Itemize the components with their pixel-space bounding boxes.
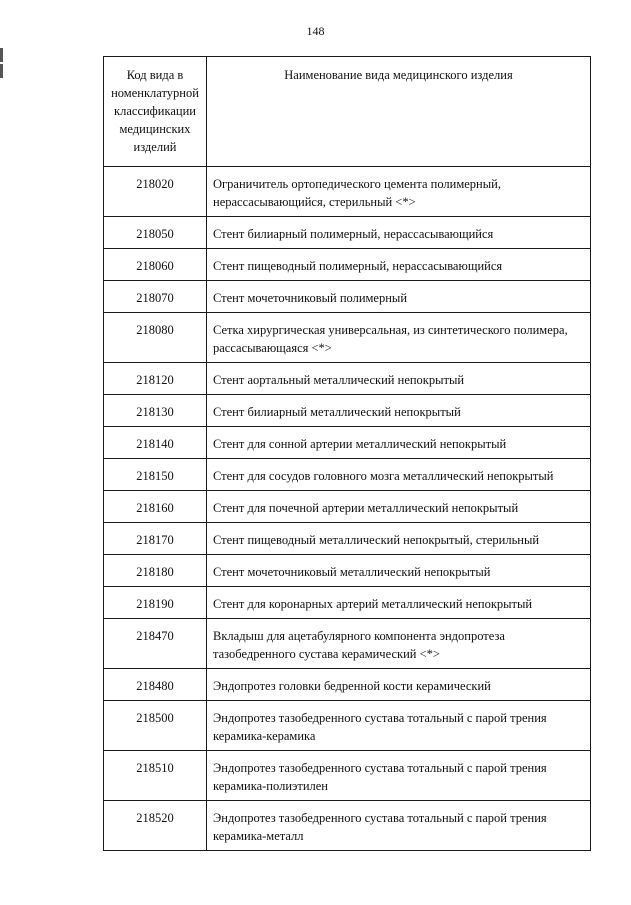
device-name: Стент пищеводный металлический непокрытый, стерильный <box>207 523 591 555</box>
device-name: Стент билиарный полимерный, нерассасывающийся <box>207 217 591 249</box>
device-name: Эндопротез тазобедренного сустава тотальный с парой трения керамика-полиэтилен <box>207 751 591 801</box>
device-code: 218510 <box>104 751 207 801</box>
scan-edge-mark <box>0 48 3 62</box>
name-column-header: Наименование вида медицинского изделия <box>207 57 591 167</box>
device-name: Вкладыш для ацетабулярного компонента эндопротеза тазобедренного сустава керамический <*> <box>207 619 591 669</box>
table-row <box>104 555 591 587</box>
device-name: Стент пищеводный полимерный, нерассасывающийся <box>207 249 591 281</box>
table-row <box>104 669 591 701</box>
table-row <box>104 619 591 669</box>
device-name: Стент для сосудов головного мозга металлический непокрытый <box>207 459 591 491</box>
device-name: Стент для сонной артерии металлический непокрытый <box>207 427 591 459</box>
device-code: 218480 <box>104 669 207 701</box>
device-code: 218520 <box>104 801 207 851</box>
device-name: Стент аортальный металлический непокрытый <box>207 363 591 395</box>
table-row <box>104 801 591 851</box>
table-row <box>104 217 591 249</box>
table-row <box>104 313 591 363</box>
device-code: 218130 <box>104 395 207 427</box>
device-code: 218500 <box>104 701 207 751</box>
device-name: Стент мочеточниковый полимерный <box>207 281 591 313</box>
device-code: 218180 <box>104 555 207 587</box>
device-code: 218050 <box>104 217 207 249</box>
device-code: 218150 <box>104 459 207 491</box>
table-row <box>104 395 591 427</box>
device-code: 218120 <box>104 363 207 395</box>
device-name: Сетка хирургическая универсальная, из синтетического полимера, рассасывающаяся <*> <box>207 313 591 363</box>
device-code: 218170 <box>104 523 207 555</box>
device-name: Эндопротез тазобедренного сустава тотальный с парой трения керамика-керамика <box>207 701 591 751</box>
device-code: 218140 <box>104 427 207 459</box>
device-code: 218080 <box>104 313 207 363</box>
table-row <box>104 701 591 751</box>
table-row <box>104 363 591 395</box>
table-header-row <box>104 57 591 167</box>
page-number: 148 <box>306 24 325 38</box>
table-row <box>104 523 591 555</box>
table-row <box>104 281 591 313</box>
device-code: 218070 <box>104 281 207 313</box>
table-row <box>104 249 591 281</box>
medical-device-table <box>103 56 591 851</box>
device-name: Стент для коронарных артерий металлический непокрытый <box>207 587 591 619</box>
device-code: 218160 <box>104 491 207 523</box>
device-name: Эндопротез головки бедренной кости керамический <box>207 669 591 701</box>
table-row <box>104 491 591 523</box>
device-name: Стент для почечной артерии металлический непокрытый <box>207 491 591 523</box>
table-row <box>104 459 591 491</box>
device-name: Эндопротез тазобедренного сустава тотальный с парой трения керамика-металл <box>207 801 591 851</box>
device-name: Ограничитель ортопедического цемента полимерный, нерассасывающийся, стерильный <*> <box>207 167 591 217</box>
table-row <box>104 167 591 217</box>
device-name: Стент мочеточниковый металлический непокрытый <box>207 555 591 587</box>
scan-edge-mark <box>0 64 3 78</box>
device-name: Стент билиарный металлический непокрытый <box>207 395 591 427</box>
device-code: 218470 <box>104 619 207 669</box>
table-row <box>104 587 591 619</box>
table-row <box>104 427 591 459</box>
code-column-header: Код вида в номенклатурной классификации медицинских изделий <box>104 57 207 167</box>
device-code: 218060 <box>104 249 207 281</box>
device-code: 218020 <box>104 167 207 217</box>
device-code: 218190 <box>104 587 207 619</box>
table-row <box>104 751 591 801</box>
